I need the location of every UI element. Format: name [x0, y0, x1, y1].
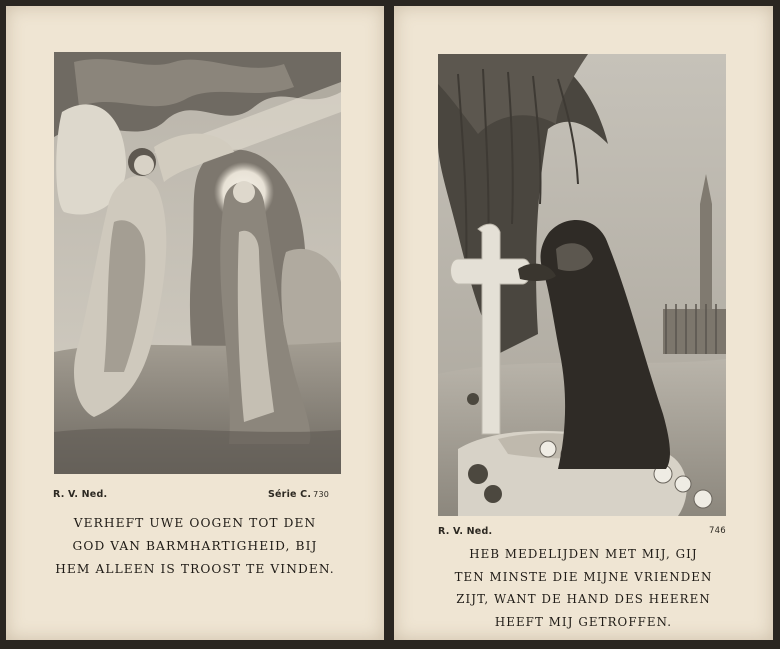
verse-text	[414, 543, 753, 633]
publisher-credit: R. V. Ned.	[438, 526, 493, 537]
left-card	[6, 6, 384, 640]
verse-line: HEB MEDELIJDEN MET MIJ, GIJ	[469, 547, 698, 561]
mourning-woman-at-cross-image	[438, 54, 726, 516]
verse-line: ZIJT, WANT DE HAND DES HEEREN	[456, 592, 711, 606]
verse-line: VERHEFT UWE OOGEN TOT DEN	[73, 516, 317, 530]
card-number: 746	[709, 526, 726, 536]
mourning-woman-illustration	[438, 54, 726, 516]
series-label: Série C.	[268, 489, 312, 500]
series-credit	[268, 489, 329, 500]
angel-annunciation-illustration	[54, 52, 341, 474]
verse-line: GOD VAN BARMHARTIGHEID, BIJ	[72, 539, 318, 553]
publisher-credit: R. V. Ned.	[53, 489, 108, 500]
card-number: 730	[313, 490, 330, 499]
verse-line: HEM ALLEEN IS TROOST TE VINDEN.	[55, 562, 335, 576]
right-card	[394, 6, 773, 640]
verse-line: TEN MINSTE DIE MIJNE VRIENDEN	[454, 569, 713, 584]
verse-line: HEEFT MIJ GETROFFEN.	[494, 614, 673, 629]
angel-annunciation-image	[54, 52, 341, 474]
verse-text	[26, 512, 364, 581]
